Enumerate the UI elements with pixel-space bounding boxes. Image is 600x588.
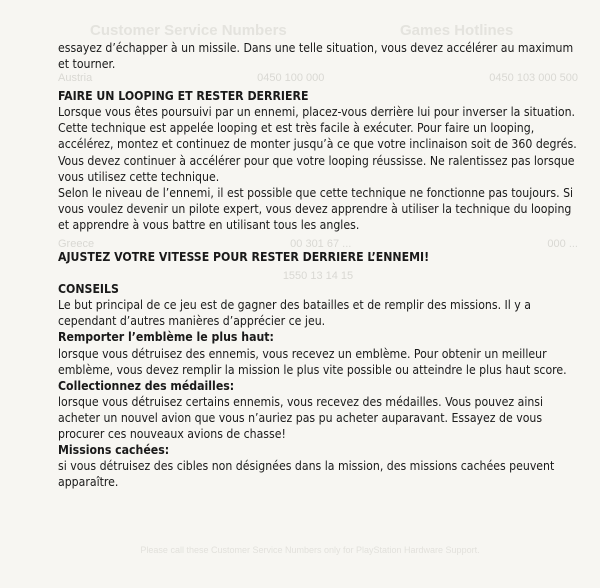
looping-paragraph-1: Lorsque vous êtes poursuivi par un ennemi, placez-vous derrière lui pour inverser la situation. Cette technique est appelée looping et est très facile à exécuter. Pour faire un looping, accélérez, montez et continuez de monter jusqu’à ce que votre inclinaison soit de 360 degrés. Vous devez continuer à accélérer pour que votre looping réussisse. Ne ralentissez pas lorsque vous utilisez cette technique.: [58, 105, 577, 184]
conseils-paragraph: Le but principal de ce jeu est de gagner des batailles et de remplir des missions. Il y a cependant d’autres manières d’apprécier ce jeu.: [58, 298, 531, 329]
showthrough-row: Austria 0450 100 000 0450 103 000 500: [58, 72, 578, 84]
tip-title-emblem: Remporter l’emblème le plus haut:: [58, 330, 274, 345]
speed-heading: AJUSTEZ VOTRE VITESSE POUR RESTER DERRIERE L’ENNEMI!: [58, 250, 430, 265]
tip-title-medals: Collectionnez des médailles:: [58, 378, 235, 393]
showthrough-footer: Please call these Customer Service Numbers only for PlayStation Hardware Support.: [140, 545, 480, 555]
tip-text-hidden-missions: si vous détruisez des cibles non désignées dans la mission, des missions cachées peuvent apparaître.: [58, 459, 555, 490]
showthrough-row: Greece 00 301 67 ... 000 ...: [58, 238, 578, 250]
tip-text-emblem: lorsque vous détruisez des ennemis, vous recevez un emblème. Pour obtenir un meilleur emblème, vous devez remplir la mission le plus vite possible ou atteindre le plus haut score.: [58, 346, 567, 377]
tip-title-hidden-missions: Missions cachées:: [58, 443, 170, 458]
manual-page-text: [58, 40, 578, 490]
looping-paragraph-2: Selon le niveau de l’ennemi, il est possible que cette technique ne fonctionne pas toujours. Si vous voulez devenir un pilote expert, vous devez apprendre à utiliser la technique du looping et apprendre à vous battre en utilisant tous les angles.: [58, 185, 574, 232]
showthrough-header-left: Customer Service Numbers: [90, 22, 287, 39]
tip-text-medals: lorsque vous détruisez certains ennemis, vous recevez des médailles. Vous pouvez ainsi acheter un nouvel avion que vous n’auriez pas pu acheter auparavant. Essayez de vous procurer ces nouveaux avions de chasse!: [58, 394, 544, 441]
showthrough-header-right: Games Hotlines: [400, 22, 514, 39]
intro-paragraph: essayez d’échapper à un missile. Dans une telle situation, vous devez accélérer au maximum et tourner.: [58, 41, 574, 72]
conseils-heading: CONSEILS: [58, 282, 119, 297]
looping-heading: FAIRE UN LOOPING ET RESTER DERRIERE: [58, 89, 309, 104]
showthrough-row: 1550 13 14 15: [282, 270, 354, 282]
